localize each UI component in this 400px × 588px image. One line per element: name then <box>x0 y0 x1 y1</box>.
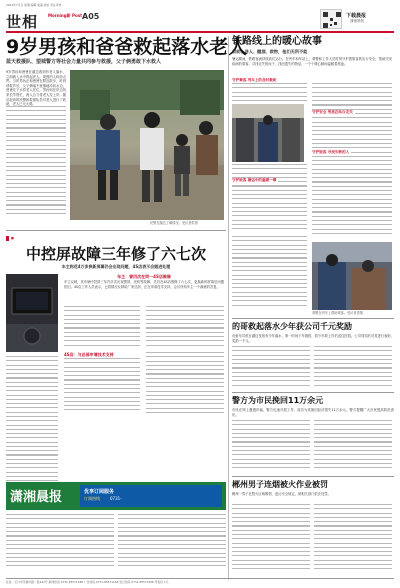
train-aisle-image <box>232 104 304 162</box>
ad-panel <box>80 485 222 507</box>
main-subhead: 蓝天救援队、望城警方等社会力量共同参与救援，父子俩勇敢下水救人 <box>6 59 162 65</box>
right-sub3: 守护安全 男孩在站台走失 <box>312 110 353 114</box>
ad-brand: 潇湘晨报 <box>10 490 63 505</box>
footer-info: 社址：长沙市芙蓉中路一段442号 新闻热线 0731-85571188 广告热线 0731-85571148 发行热线 0731-85571588 零售价 1元 <box>6 580 169 584</box>
right-subhead: 救助、寻人、醒酒、救物，他们无所不能 <box>232 49 308 54</box>
right-col1-text <box>232 83 307 103</box>
story-five-col2 <box>314 420 392 472</box>
story-two-body: 车主反映，其车辆中控屏三年内多次出现黑屏、死机等故障，先后在4S店维修了六七次，更换新的屏幕后问题依旧。4S店工作人员表示，已将情况反映给厂家总部，正在申请技术支持，会尽快给车主一个满意的答复。 <box>64 280 224 289</box>
story-four-body: 出租车司机在湖边发现有少年落水，第一时间下车施救，将少年救上岸后送往医院。公司得知后对其进行表彰，奖励一千元。 <box>232 334 394 343</box>
story-four-col2 <box>314 346 392 388</box>
main-body-continued <box>6 106 66 218</box>
story-two-subhead: 车主称花4万多换新屏幕仍会出现问题，4S店表示会跟进处理 <box>61 264 171 269</box>
right-sub1: 守护乘客 列车上的及时救助 <box>232 78 277 82</box>
right-photo-caption: 乘警在列车上帮助乘客。受访者供图 <box>312 311 363 315</box>
story-two-col2 <box>64 306 140 350</box>
ad-phone: 0731- <box>110 496 122 501</box>
story-two-headline[interactable]: 中控屏故障三年修了六七次 <box>25 245 206 263</box>
train-seat-image <box>312 242 392 310</box>
right-sub4: 守护旅客 寻找失物的人 <box>312 150 350 154</box>
story-two-col1 <box>6 356 58 496</box>
right-body: 暑运期间，铁路客流持续高位运行。在列车和车站上，乘警和工作人员时刻守护着旅客的出行安全，帮助突发疾病的乘客、寻找走失的孩子、找回遗失的物品，一个个暖心瞬间温暖着旅途。 <box>232 57 392 66</box>
section-tag-two: ■ <box>11 236 14 240</box>
right-photo-1[interactable] <box>232 104 304 162</box>
story-six-col2 <box>314 504 392 572</box>
right-col1-text-2 <box>232 164 307 234</box>
story-two-photo[interactable] <box>6 274 58 352</box>
right-headline[interactable]: 铁路线上的暖心故事 <box>232 36 322 47</box>
story-four-col1 <box>232 346 310 388</box>
main-photo[interactable] <box>70 70 224 220</box>
left-lower-col1 <box>6 514 114 572</box>
main-photo-caption: 民警在湖边了解情况。受访者供图 <box>150 221 198 225</box>
story-five-col1 <box>232 420 310 472</box>
right-photo-2[interactable] <box>312 242 392 310</box>
right-sub2: 守护旅客 暑运中的温暖一幕 <box>232 178 277 182</box>
qr-code-icon <box>321 10 343 30</box>
car-screen-image <box>6 274 58 352</box>
story-two-col3 <box>146 306 224 350</box>
qr-code[interactable] <box>320 9 342 29</box>
page-meta: 2024年7月日 星期 编辑 美编 校检 责任审核 <box>6 3 62 7</box>
section-title: 世相 <box>6 13 39 31</box>
story-six-col1 <box>232 504 310 572</box>
ad-phone-label: 订阅热线 <box>84 496 100 501</box>
ad-banner[interactable] <box>6 482 226 510</box>
main-body-text: 9岁男孩和爸爸在湖边看到有老人落水，立即跳入水中救起老人，周围的人纷纷点赞。当时男孩正和爸爸在附近散步，听到呼救声后，父子俩毫不犹豫地冲向水边。爸爸先下水将老人托住，男孩则在岸边找来长竿帮忙，两人合力将老人拉上岸。随后赶到的民警和救援队员对老人进行了救助，老人已无大碍。 <box>6 70 66 107</box>
download-sub: 潇湘晨报 <box>350 19 364 23</box>
story-five-body: 市民在网上遭遇诈骗，警方迅速开展工作，成功为其挽回经济损失11万余元。警方提醒广大市民提高防范意识。 <box>232 408 394 417</box>
main-headline[interactable]: 9岁男孩和爸爸救起落水老人 <box>6 36 248 58</box>
ad-tagline: 优享订阅服务 <box>84 489 115 495</box>
page-code: A05 <box>82 12 100 21</box>
story-two-sec-b: 4S店：与总部申请技术支持 <box>64 352 114 357</box>
story-six-headline[interactable]: 郴州男子连烟被火作业被罚 <box>232 480 328 489</box>
story-two-sec-a: 车主：曾四次在同一4S店维修 <box>117 274 171 279</box>
brand-logo-small: Morning新 Post <box>48 13 82 18</box>
left-lower-col2 <box>118 514 226 572</box>
download-label[interactable]: 下载晨报 <box>346 13 367 19</box>
story-six-body: 郴州一男子在禁火区域吸烟，违反安全规定，被相关部门依法处罚。 <box>232 492 331 496</box>
story-two-col2b <box>64 358 140 416</box>
rescue-scene-image <box>70 70 224 220</box>
right-col1-text-3 <box>232 236 307 312</box>
story-four-headline[interactable]: 的哥救起落水少年获公司千元奖励 <box>232 322 352 331</box>
right-col2-text <box>312 83 392 243</box>
story-five-headline[interactable]: 警方为市民挽回11万余元 <box>232 396 324 405</box>
story-two-col3b <box>146 352 224 416</box>
